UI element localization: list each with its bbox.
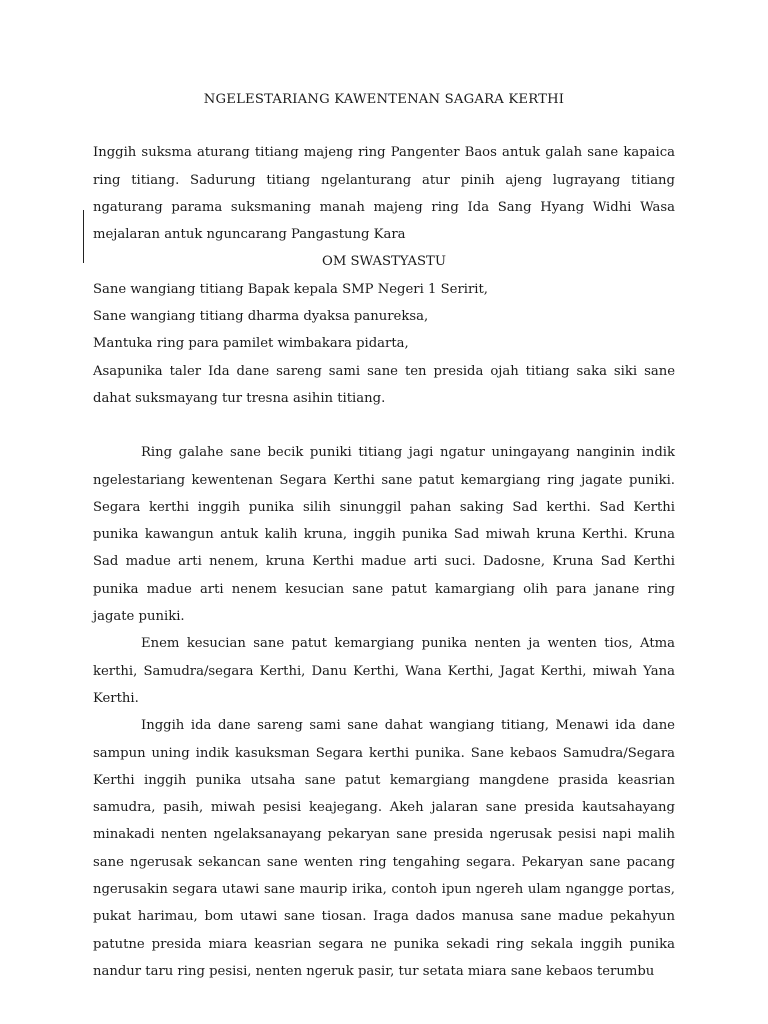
text-cursor	[83, 210, 84, 263]
document-title: NGELESTARIANG KAWENTENAN SAGARA KERTHI	[203, 92, 565, 107]
salutation-line: Mantuka ring para pamilet wimbakara pidarta,	[93, 336, 409, 352]
salutation-line: Sane wangiang titiang dharma dyaksa panureksa,	[93, 309, 429, 325]
body-paragraph: Ring galahe sane becik puniki titiang jagi ngatur uningayang nanginin indik ngelestariang kewentenan Segara Kerthi sane patut kemargiang ring jagate puniki. Segara kerthi inggih punika silih sinunggil pahan saking Sad kerthi. Sad Kerthi punika kawangun antuk kalih kruna, inggih punika Sad miwah kruna Kerthi. Kruna Sad madue arti nenem, kruna Kerthi madue arti suci. Dadosne, Kruna Sad Kerthi punika madue arti nenem kesucian sane patut kamargiang olih para janane ring jagate puniki.	[93, 445, 675, 625]
greeting: OM SWASTYASTU	[322, 254, 446, 270]
salutation-line: Asapunika taler Ida dane sareng sami sane ten presida ojah titiang saka siki sane dahat suksmayang tur tresna asihin titiang.	[93, 363, 675, 406]
paragraph-spacer	[93, 412, 675, 439]
body-paragraph: Enem kesucian sane patut kemargiang punika nenten ja wenten tios, Atma kerthi, Samudra/segara Kerthi, Danu Kerthi, Wana Kerthi, Jagat Kerthi, miwah Yana Kerthi.	[93, 636, 675, 706]
opening-paragraph: Inggih suksma aturang titiang majeng ring Pangenter Baos antuk galah sane kapaica ring titiang. Sadurung titiang ngelanturang atur pinih ajeng lugrayang titiang ngaturang parama suksmaning manah majeng ring Ida Sang Hyang Widhi Wasa mejalaran antuk nguncarang Pangastung Kara	[93, 145, 675, 243]
document-body	[93, 86, 675, 985]
salutation-line: Sane wangiang titiang Bapak kepala SMP Negeri 1 Seririt,	[93, 281, 488, 297]
body-paragraph: Inggih ida dane sareng sami sane dahat wangiang titiang, Menawi ida dane sampun uning indik kasuksman Segara kerthi punika. Sane kebaos Samudra/Segara Kerthi inggih punika utsaha sane patut kemargiang mangdene prasida keasrian samudra, pasih, miwah pesisi keajegang. Akeh jalaran sane presida kautsahayang minakadi nenten ngelaksanayang pekaryan sane presida ngerusak pesisi napi malih sane ngerusak sekancan sane wenten ring tengahing segara. Pekaryan sane pacang ngerusakin segara utawi sane maurip irika, contoh ipun ngereh ulam ngangge portas, pukat harimau, bom utawi sane tiosan. Iraga dados manusa sane madue pekahyun patutne presida miara keasrian segara ne punika sekadi ring sekala inggih punika nandur taru ring pesisi, nenten ngeruk pasir, tur setata miara sane kebaos terumbu	[93, 718, 675, 979]
